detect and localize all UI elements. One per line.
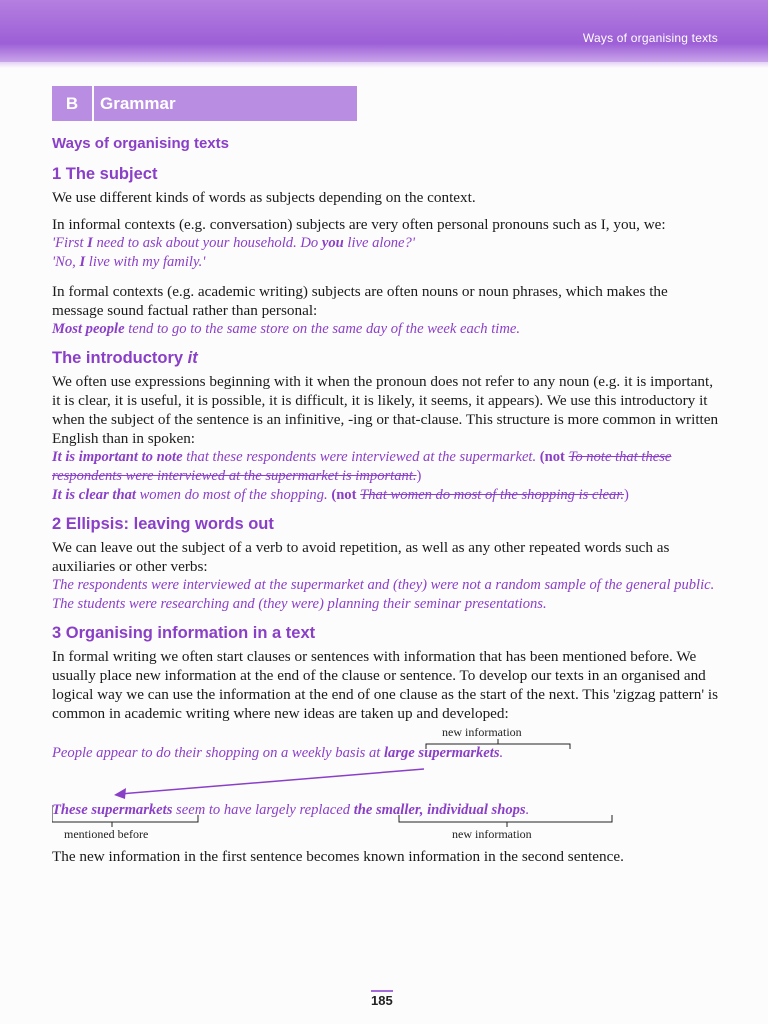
intro-it-para: We often use expressions beginning with it when the pronoun does not refer to any noun (e.g. it is important, it is clear, it is useful, it is possible, it is difficult, it is likely, it seems, it appears). We use this introductory it when the subject of the sentence is an infinitive, -ing or that-clause. This structure is more common in written English than in spoken: [52, 373, 719, 447]
heading-introductory-it: The introductory it [52, 349, 198, 367]
section-letter: B [65, 93, 79, 113]
heading-subject: 1 The subject [52, 165, 158, 183]
subject-para-3: In formal contexts (e.g. academic writing) subjects are often nouns or noun phrases, which makes the message sound factual rather than personal: [52, 283, 668, 319]
annotation-new-information-top: new information [442, 725, 522, 739]
subject-example-1: 'First I need to ask about your household. Do you live alone?' [52, 235, 415, 251]
organising-para: In formal writing we often start clauses or sentences with information that has been mentioned before. We usually place new information at the end of the clause or sentence. To develop our texts in an organised and logical way we can use the information at the end of one clause as the start of the next. This 'zigzag pattern' is common in academic writing where new ideas are taken up and developed: [52, 648, 719, 722]
page-number: 185 [371, 990, 393, 1008]
subject-example-3: Most people tend to go to the same store on the same day of the week each time. [52, 321, 520, 337]
heading-organising-information: 3 Organising information in a text [52, 624, 316, 642]
subject-example-2: 'No, I live with my family.' [52, 254, 206, 270]
ellipsis-example-2: The students were researching and (they were) planning their seminar presentations. [52, 596, 547, 612]
intro-it-example-1: It is important to note that these respondents were interviewed at the supermarket. (not To note that these respondents were interviewed at the supermarket is important.) [52, 449, 672, 484]
zigzag-sentence-1: People appear to do their shopping on a weekly basis at large supermarkets. [52, 745, 504, 761]
ellipsis-para: We can leave out the subject of a verb to avoid repetition, as well as any other repeated words such as auxiliaries or other verbs: [52, 539, 670, 575]
subject-para-1: We use different kinds of words as subjects depending on the context. [52, 189, 476, 206]
heading-ellipsis: 2 Ellipsis: leaving words out [52, 515, 274, 533]
page-content [52, 134, 722, 866]
running-header-title: Ways of organising texts [582, 31, 718, 45]
annotation-mentioned-before: mentioned before [64, 827, 149, 841]
page-subtitle: Ways of organising texts [52, 135, 229, 152]
annotation-new-information-bottom: new information [452, 827, 532, 841]
organising-final-para: The new information in the first sentence becomes known information in the second sentence. [52, 848, 624, 865]
header-band-fade [0, 62, 768, 68]
zigzag-diagram [52, 727, 722, 845]
ellipsis-example-1: The respondents were interviewed at the supermarket and (they) were not a random sample of the general public. [52, 577, 715, 593]
section-banner [52, 86, 357, 121]
subject-para-2: In informal contexts (e.g. conversation) subjects are very often personal pronouns such as I, you, we: [52, 216, 666, 233]
intro-it-example-2: It is clear that women do most of the shopping. (not That women do most of the shopping is clear.) [52, 487, 629, 503]
zigzag-sentence-2: These supermarkets seem to have largely replaced the smaller, individual shops. [52, 802, 530, 818]
section-name: Grammar [100, 93, 176, 113]
